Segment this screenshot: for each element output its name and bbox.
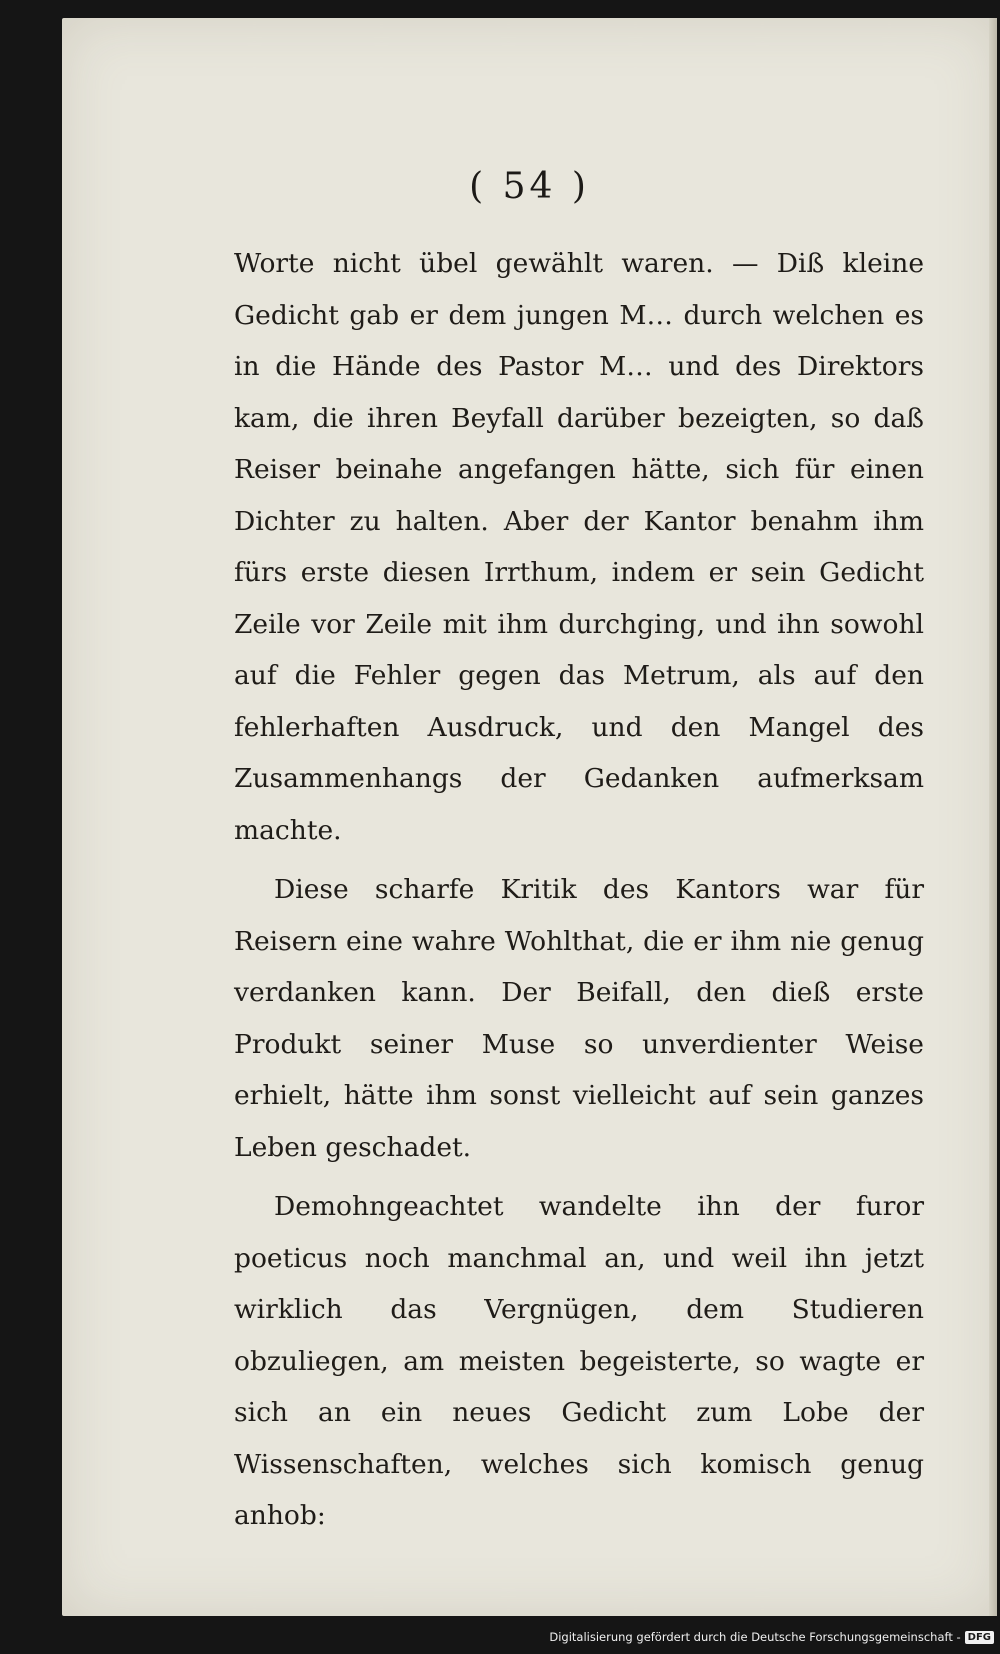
paragraph-1: Worte nicht übel gewählt waren. — Diß kleine Gedicht gab er dem jungen M… durch welchen es in die Hände des Pastor M… und des Direktors kam, die ihren Beyfall darüber bezeigten, so daß Reiser beinahe angefangen hätte, sich für einen Dichter zu halten. Aber der Kantor benahm ihm fürs erste diesen Irrthum, indem er sein Gedicht Zeile vor Zeile mit ihm durchging, und ihn sowohl auf die Fehler gegen das Metrum, als auf den fehlerhaften Ausdruck, und den Mangel des Zusammenhangs der Gedanken aufmerksam machte. (234, 248, 924, 846)
digitization-credit (549, 1622, 994, 1652)
paragraph-2: Diese scharfe Kritik des Kantors war für Reisern eine wahre Wohlthat, die er ihm nie genug verdanken kann. Der Beifall, den dieß erste Produkt seiner Muse so unverdienter Weise erhielt, hätte ihm sonst vielleicht auf sein ganzes Leben geschadet. (234, 874, 924, 1163)
book-page (62, 18, 997, 1616)
dfg-logo: DFG (965, 1631, 994, 1644)
page-number: ( 54 ) (469, 166, 590, 207)
paragraph-3: Demohngeachtet wandelte ihn der furor poeticus noch manchmal an, und weil ihn jetzt wirklich das Vergnügen, dem Studieren obzuliegen, am meisten begeisterte, so wagte er sich an ein neues Gedicht zum Lobe der Wissenschaften, welches sich komisch genug anhob: (234, 1191, 924, 1531)
credit-text: Digitalisierung gefördert durch die Deutsche Forschungsgemeinschaft - (549, 1630, 961, 1644)
page-edge (989, 18, 997, 1616)
body-text (234, 238, 924, 1542)
